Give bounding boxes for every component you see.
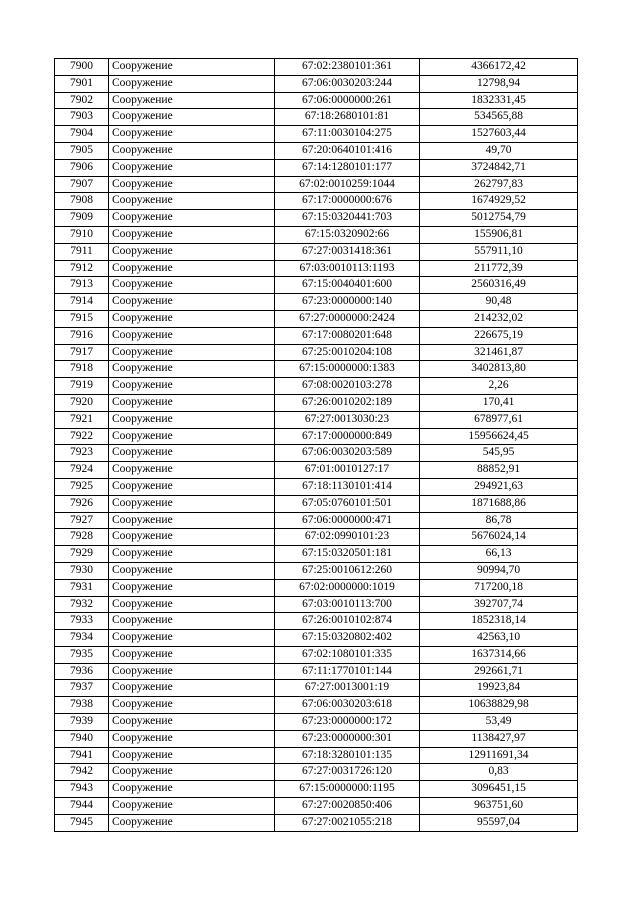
table-row — [55, 663, 578, 680]
cadastral-number-cell: 67:23:0000000:172 — [275, 714, 420, 731]
object-type-cell: Сооружение — [109, 630, 275, 647]
cadastral-value-cell: 214232,02 — [420, 310, 578, 327]
table-row — [55, 764, 578, 781]
cadastral-number-cell: 67:15:0040401:600 — [275, 277, 420, 294]
object-type-cell: Сооружение — [109, 277, 275, 294]
cadastral-number-cell: 67:15:0000000:1195 — [275, 781, 420, 798]
object-type-cell: Сооружение — [109, 344, 275, 361]
object-type-cell: Сооружение — [109, 75, 275, 92]
table-row — [55, 344, 578, 361]
object-type-cell: Сооружение — [109, 294, 275, 311]
table-row — [55, 92, 578, 109]
row-number-cell: 7905 — [55, 142, 109, 159]
cadastral-number-cell: 67:02:1080101:335 — [275, 646, 420, 663]
row-number-cell: 7935 — [55, 646, 109, 663]
object-type-cell: Сооружение — [109, 714, 275, 731]
object-type-cell: Сооружение — [109, 142, 275, 159]
cadastral-value-cell: 10638829,98 — [420, 697, 578, 714]
table-row — [55, 394, 578, 411]
table-row — [55, 243, 578, 260]
cadastral-value-cell: 534565,88 — [420, 109, 578, 126]
table-row — [55, 75, 578, 92]
table-row — [55, 260, 578, 277]
table-row — [55, 142, 578, 159]
cadastral-value-cell: 321461,87 — [420, 344, 578, 361]
table-row — [55, 730, 578, 747]
cadastral-number-cell: 67:06:0030203:244 — [275, 75, 420, 92]
cadastral-value-cell: 95597,04 — [420, 814, 578, 831]
cadastral-value-cell: 294921,63 — [420, 478, 578, 495]
cadastral-value-cell: 2,26 — [420, 378, 578, 395]
row-number-cell: 7941 — [55, 747, 109, 764]
row-number-cell: 7903 — [55, 109, 109, 126]
object-type-cell: Сооружение — [109, 411, 275, 428]
object-type-cell: Сооружение — [109, 495, 275, 512]
object-type-cell: Сооружение — [109, 680, 275, 697]
table-row — [55, 310, 578, 327]
cadastral-value-cell: 170,41 — [420, 394, 578, 411]
object-type-cell: Сооружение — [109, 428, 275, 445]
row-number-cell: 7917 — [55, 344, 109, 361]
row-number-cell: 7920 — [55, 394, 109, 411]
object-type-cell: Сооружение — [109, 613, 275, 630]
cadastral-number-cell: 67:25:0010204:108 — [275, 344, 420, 361]
cadastral-value-cell: 1527603,44 — [420, 126, 578, 143]
cadastral-value-cell: 1674929,52 — [420, 193, 578, 210]
cadastral-number-cell: 67:15:0000000:1383 — [275, 361, 420, 378]
cadastral-value-cell: 2560316,49 — [420, 277, 578, 294]
cadastral-number-cell: 67:06:0030203:618 — [275, 697, 420, 714]
cadastral-number-cell: 67:08:0020103:278 — [275, 378, 420, 395]
cadastral-value-cell: 12798,94 — [420, 75, 578, 92]
table-row — [55, 646, 578, 663]
row-number-cell: 7908 — [55, 193, 109, 210]
row-number-cell: 7911 — [55, 243, 109, 260]
cadastral-number-cell: 67:03:0010113:700 — [275, 596, 420, 613]
object-type-cell: Сооружение — [109, 59, 275, 76]
cadastral-value-cell: 226675,19 — [420, 327, 578, 344]
row-number-cell: 7925 — [55, 478, 109, 495]
object-type-cell: Сооружение — [109, 781, 275, 798]
table-row — [55, 596, 578, 613]
object-type-cell: Сооружение — [109, 445, 275, 462]
cadastral-value-cell: 678977,61 — [420, 411, 578, 428]
cadastral-number-cell: 67:27:0013030:23 — [275, 411, 420, 428]
cadastral-value-cell: 963751,60 — [420, 798, 578, 815]
cadastral-value-cell: 5012754,79 — [420, 210, 578, 227]
table-row — [55, 294, 578, 311]
row-number-cell: 7945 — [55, 814, 109, 831]
cadastral-value-cell: 155906,81 — [420, 226, 578, 243]
object-type-cell: Сооружение — [109, 663, 275, 680]
object-type-cell: Сооружение — [109, 260, 275, 277]
object-type-cell: Сооружение — [109, 243, 275, 260]
object-type-cell: Сооружение — [109, 646, 275, 663]
row-number-cell: 7929 — [55, 546, 109, 563]
table-row — [55, 579, 578, 596]
cadastral-value-cell: 12911691,34 — [420, 747, 578, 764]
table-row — [55, 714, 578, 731]
row-number-cell: 7934 — [55, 630, 109, 647]
object-type-cell: Сооружение — [109, 310, 275, 327]
table-row — [55, 613, 578, 630]
row-number-cell: 7943 — [55, 781, 109, 798]
row-number-cell: 7933 — [55, 613, 109, 630]
cadastral-number-cell: 67:20:0640101:416 — [275, 142, 420, 159]
object-type-cell: Сооружение — [109, 193, 275, 210]
table-row — [55, 445, 578, 462]
row-number-cell: 7913 — [55, 277, 109, 294]
table-row — [55, 126, 578, 143]
cadastral-number-cell: 67:02:0990101:23 — [275, 529, 420, 546]
cadastral-value-cell: 392707,74 — [420, 596, 578, 613]
table-row — [55, 59, 578, 76]
object-type-cell: Сооружение — [109, 512, 275, 529]
object-type-cell: Сооружение — [109, 562, 275, 579]
cadastral-value-cell: 15956624,45 — [420, 428, 578, 445]
table-row — [55, 680, 578, 697]
cadastral-number-cell: 67:05:0760101:501 — [275, 495, 420, 512]
object-type-cell: Сооружение — [109, 210, 275, 227]
object-type-cell: Сооружение — [109, 529, 275, 546]
table-row — [55, 159, 578, 176]
cadastral-value-cell: 3096451,15 — [420, 781, 578, 798]
row-number-cell: 7912 — [55, 260, 109, 277]
object-type-cell: Сооружение — [109, 747, 275, 764]
object-type-cell: Сооружение — [109, 378, 275, 395]
cadastral-number-cell: 67:15:0320441:703 — [275, 210, 420, 227]
object-type-cell: Сооружение — [109, 462, 275, 479]
cadastral-number-cell: 67:11:0030104:275 — [275, 126, 420, 143]
cadastral-number-cell: 67:14:1280101:177 — [275, 159, 420, 176]
row-number-cell: 7926 — [55, 495, 109, 512]
table-row — [55, 512, 578, 529]
table-row — [55, 361, 578, 378]
object-type-cell: Сооружение — [109, 394, 275, 411]
table-row — [55, 193, 578, 210]
cadastral-number-cell: 67:25:0010612:260 — [275, 562, 420, 579]
cadastral-value-cell: 1637314,66 — [420, 646, 578, 663]
table-row — [55, 462, 578, 479]
table-row — [55, 747, 578, 764]
object-type-cell: Сооружение — [109, 730, 275, 747]
cadastral-number-cell: 67:15:0320802:402 — [275, 630, 420, 647]
table-row — [55, 562, 578, 579]
cadastral-value-cell: 53,49 — [420, 714, 578, 731]
row-number-cell: 7909 — [55, 210, 109, 227]
row-number-cell: 7936 — [55, 663, 109, 680]
row-number-cell: 7914 — [55, 294, 109, 311]
row-number-cell: 7928 — [55, 529, 109, 546]
object-type-cell: Сооружение — [109, 92, 275, 109]
cadastral-value-cell: 66,13 — [420, 546, 578, 563]
object-type-cell: Сооружение — [109, 327, 275, 344]
table-row — [55, 327, 578, 344]
cadastral-value-cell: 86,78 — [420, 512, 578, 529]
object-type-cell: Сооружение — [109, 546, 275, 563]
row-number-cell: 7901 — [55, 75, 109, 92]
row-number-cell: 7939 — [55, 714, 109, 731]
cadastral-number-cell: 67:06:0030203:589 — [275, 445, 420, 462]
cadastral-number-cell: 67:27:0031418:361 — [275, 243, 420, 260]
cadastral-value-cell: 545,95 — [420, 445, 578, 462]
cadastral-number-cell: 67:15:0320501:181 — [275, 546, 420, 563]
object-type-cell: Сооружение — [109, 176, 275, 193]
table-body — [55, 59, 578, 832]
cadastral-number-cell: 67:18:1130101:414 — [275, 478, 420, 495]
table-row — [55, 411, 578, 428]
table-row — [55, 378, 578, 395]
cadastral-value-cell: 292661,71 — [420, 663, 578, 680]
object-type-cell: Сооружение — [109, 764, 275, 781]
object-type-cell: Сооружение — [109, 798, 275, 815]
table-row — [55, 798, 578, 815]
cadastral-number-cell: 67:06:0000000:471 — [275, 512, 420, 529]
cadastral-number-cell: 67:27:0031726:120 — [275, 764, 420, 781]
row-number-cell: 7927 — [55, 512, 109, 529]
row-number-cell: 7940 — [55, 730, 109, 747]
cadastral-value-cell: 262797,83 — [420, 176, 578, 193]
cadastral-number-cell: 67:02:0000000:1019 — [275, 579, 420, 596]
row-number-cell: 7930 — [55, 562, 109, 579]
row-number-cell: 7919 — [55, 378, 109, 395]
table-row — [55, 109, 578, 126]
table-row — [55, 814, 578, 831]
row-number-cell: 7938 — [55, 697, 109, 714]
object-type-cell: Сооружение — [109, 478, 275, 495]
object-type-cell: Сооружение — [109, 109, 275, 126]
table-row — [55, 781, 578, 798]
cadastral-number-cell: 67:18:3280101:135 — [275, 747, 420, 764]
cadastral-number-cell: 67:01:0010127:17 — [275, 462, 420, 479]
row-number-cell: 7932 — [55, 596, 109, 613]
row-number-cell: 7916 — [55, 327, 109, 344]
table-row — [55, 226, 578, 243]
cadastral-number-cell: 67:27:0020850:406 — [275, 798, 420, 815]
object-type-cell: Сооружение — [109, 814, 275, 831]
cadastral-value-cell: 3402813,80 — [420, 361, 578, 378]
table-row — [55, 277, 578, 294]
cadastral-number-cell: 67:27:0021055:218 — [275, 814, 420, 831]
cadastral-value-cell: 90,48 — [420, 294, 578, 311]
cadastral-number-cell: 67:17:0000000:676 — [275, 193, 420, 210]
row-number-cell: 7904 — [55, 126, 109, 143]
cadastral-number-cell: 67:02:2380101:361 — [275, 59, 420, 76]
row-number-cell: 7910 — [55, 226, 109, 243]
object-type-cell: Сооружение — [109, 579, 275, 596]
table-row — [55, 495, 578, 512]
cadastral-number-cell: 67:27:0000000:2424 — [275, 310, 420, 327]
cadastral-number-cell: 67:17:0000000:849 — [275, 428, 420, 445]
cadastral-number-cell: 67:06:0000000:261 — [275, 92, 420, 109]
document-page — [54, 58, 578, 832]
object-type-cell: Сооружение — [109, 361, 275, 378]
table-row — [55, 428, 578, 445]
row-number-cell: 7931 — [55, 579, 109, 596]
cadastral-value-cell: 5676024,14 — [420, 529, 578, 546]
row-number-cell: 7924 — [55, 462, 109, 479]
cadastral-value-cell: 211772,39 — [420, 260, 578, 277]
object-type-cell: Сооружение — [109, 596, 275, 613]
row-number-cell: 7915 — [55, 310, 109, 327]
cadastral-value-cell: 717200,18 — [420, 579, 578, 596]
row-number-cell: 7906 — [55, 159, 109, 176]
cadastral-value-cell: 88852,91 — [420, 462, 578, 479]
cadastral-number-cell: 67:15:0320902:66 — [275, 226, 420, 243]
table-row — [55, 529, 578, 546]
cadastral-number-cell: 67:02:0010259:1044 — [275, 176, 420, 193]
row-number-cell: 7922 — [55, 428, 109, 445]
row-number-cell: 7937 — [55, 680, 109, 697]
cadastral-value-cell: 1852318,14 — [420, 613, 578, 630]
cadastral-number-cell: 67:03:0010113:1193 — [275, 260, 420, 277]
table-row — [55, 176, 578, 193]
cadastral-value-cell: 1871688,86 — [420, 495, 578, 512]
table-row — [55, 630, 578, 647]
cadastral-value-cell: 0,83 — [420, 764, 578, 781]
row-number-cell: 7921 — [55, 411, 109, 428]
object-type-cell: Сооружение — [109, 697, 275, 714]
cadastral-value-table — [54, 58, 578, 832]
row-number-cell: 7900 — [55, 59, 109, 76]
row-number-cell: 7944 — [55, 798, 109, 815]
cadastral-number-cell: 67:26:0010202:189 — [275, 394, 420, 411]
cadastral-number-cell: 67:26:0010102:874 — [275, 613, 420, 630]
row-number-cell: 7907 — [55, 176, 109, 193]
cadastral-value-cell: 42563,10 — [420, 630, 578, 647]
cadastral-number-cell: 67:17:0080201:648 — [275, 327, 420, 344]
table-row — [55, 697, 578, 714]
table-row — [55, 478, 578, 495]
cadastral-value-cell: 3724842,71 — [420, 159, 578, 176]
cadastral-value-cell: 90994,70 — [420, 562, 578, 579]
row-number-cell: 7923 — [55, 445, 109, 462]
cadastral-value-cell: 1832331,45 — [420, 92, 578, 109]
object-type-cell: Сооружение — [109, 159, 275, 176]
cadastral-value-cell: 49,70 — [420, 142, 578, 159]
row-number-cell: 7942 — [55, 764, 109, 781]
cadastral-value-cell: 4366172,42 — [420, 59, 578, 76]
object-type-cell: Сооружение — [109, 126, 275, 143]
table-row — [55, 210, 578, 227]
cadastral-value-cell: 557911,10 — [420, 243, 578, 260]
cadastral-number-cell: 67:23:0000000:140 — [275, 294, 420, 311]
cadastral-value-cell: 19923,84 — [420, 680, 578, 697]
table-row — [55, 546, 578, 563]
cadastral-number-cell: 67:18:2680101:81 — [275, 109, 420, 126]
cadastral-number-cell: 67:27:0013001:19 — [275, 680, 420, 697]
object-type-cell: Сооружение — [109, 226, 275, 243]
cadastral-number-cell: 67:11:1770101:144 — [275, 663, 420, 680]
cadastral-value-cell: 1138427,97 — [420, 730, 578, 747]
cadastral-number-cell: 67:23:0000000:301 — [275, 730, 420, 747]
row-number-cell: 7918 — [55, 361, 109, 378]
row-number-cell: 7902 — [55, 92, 109, 109]
